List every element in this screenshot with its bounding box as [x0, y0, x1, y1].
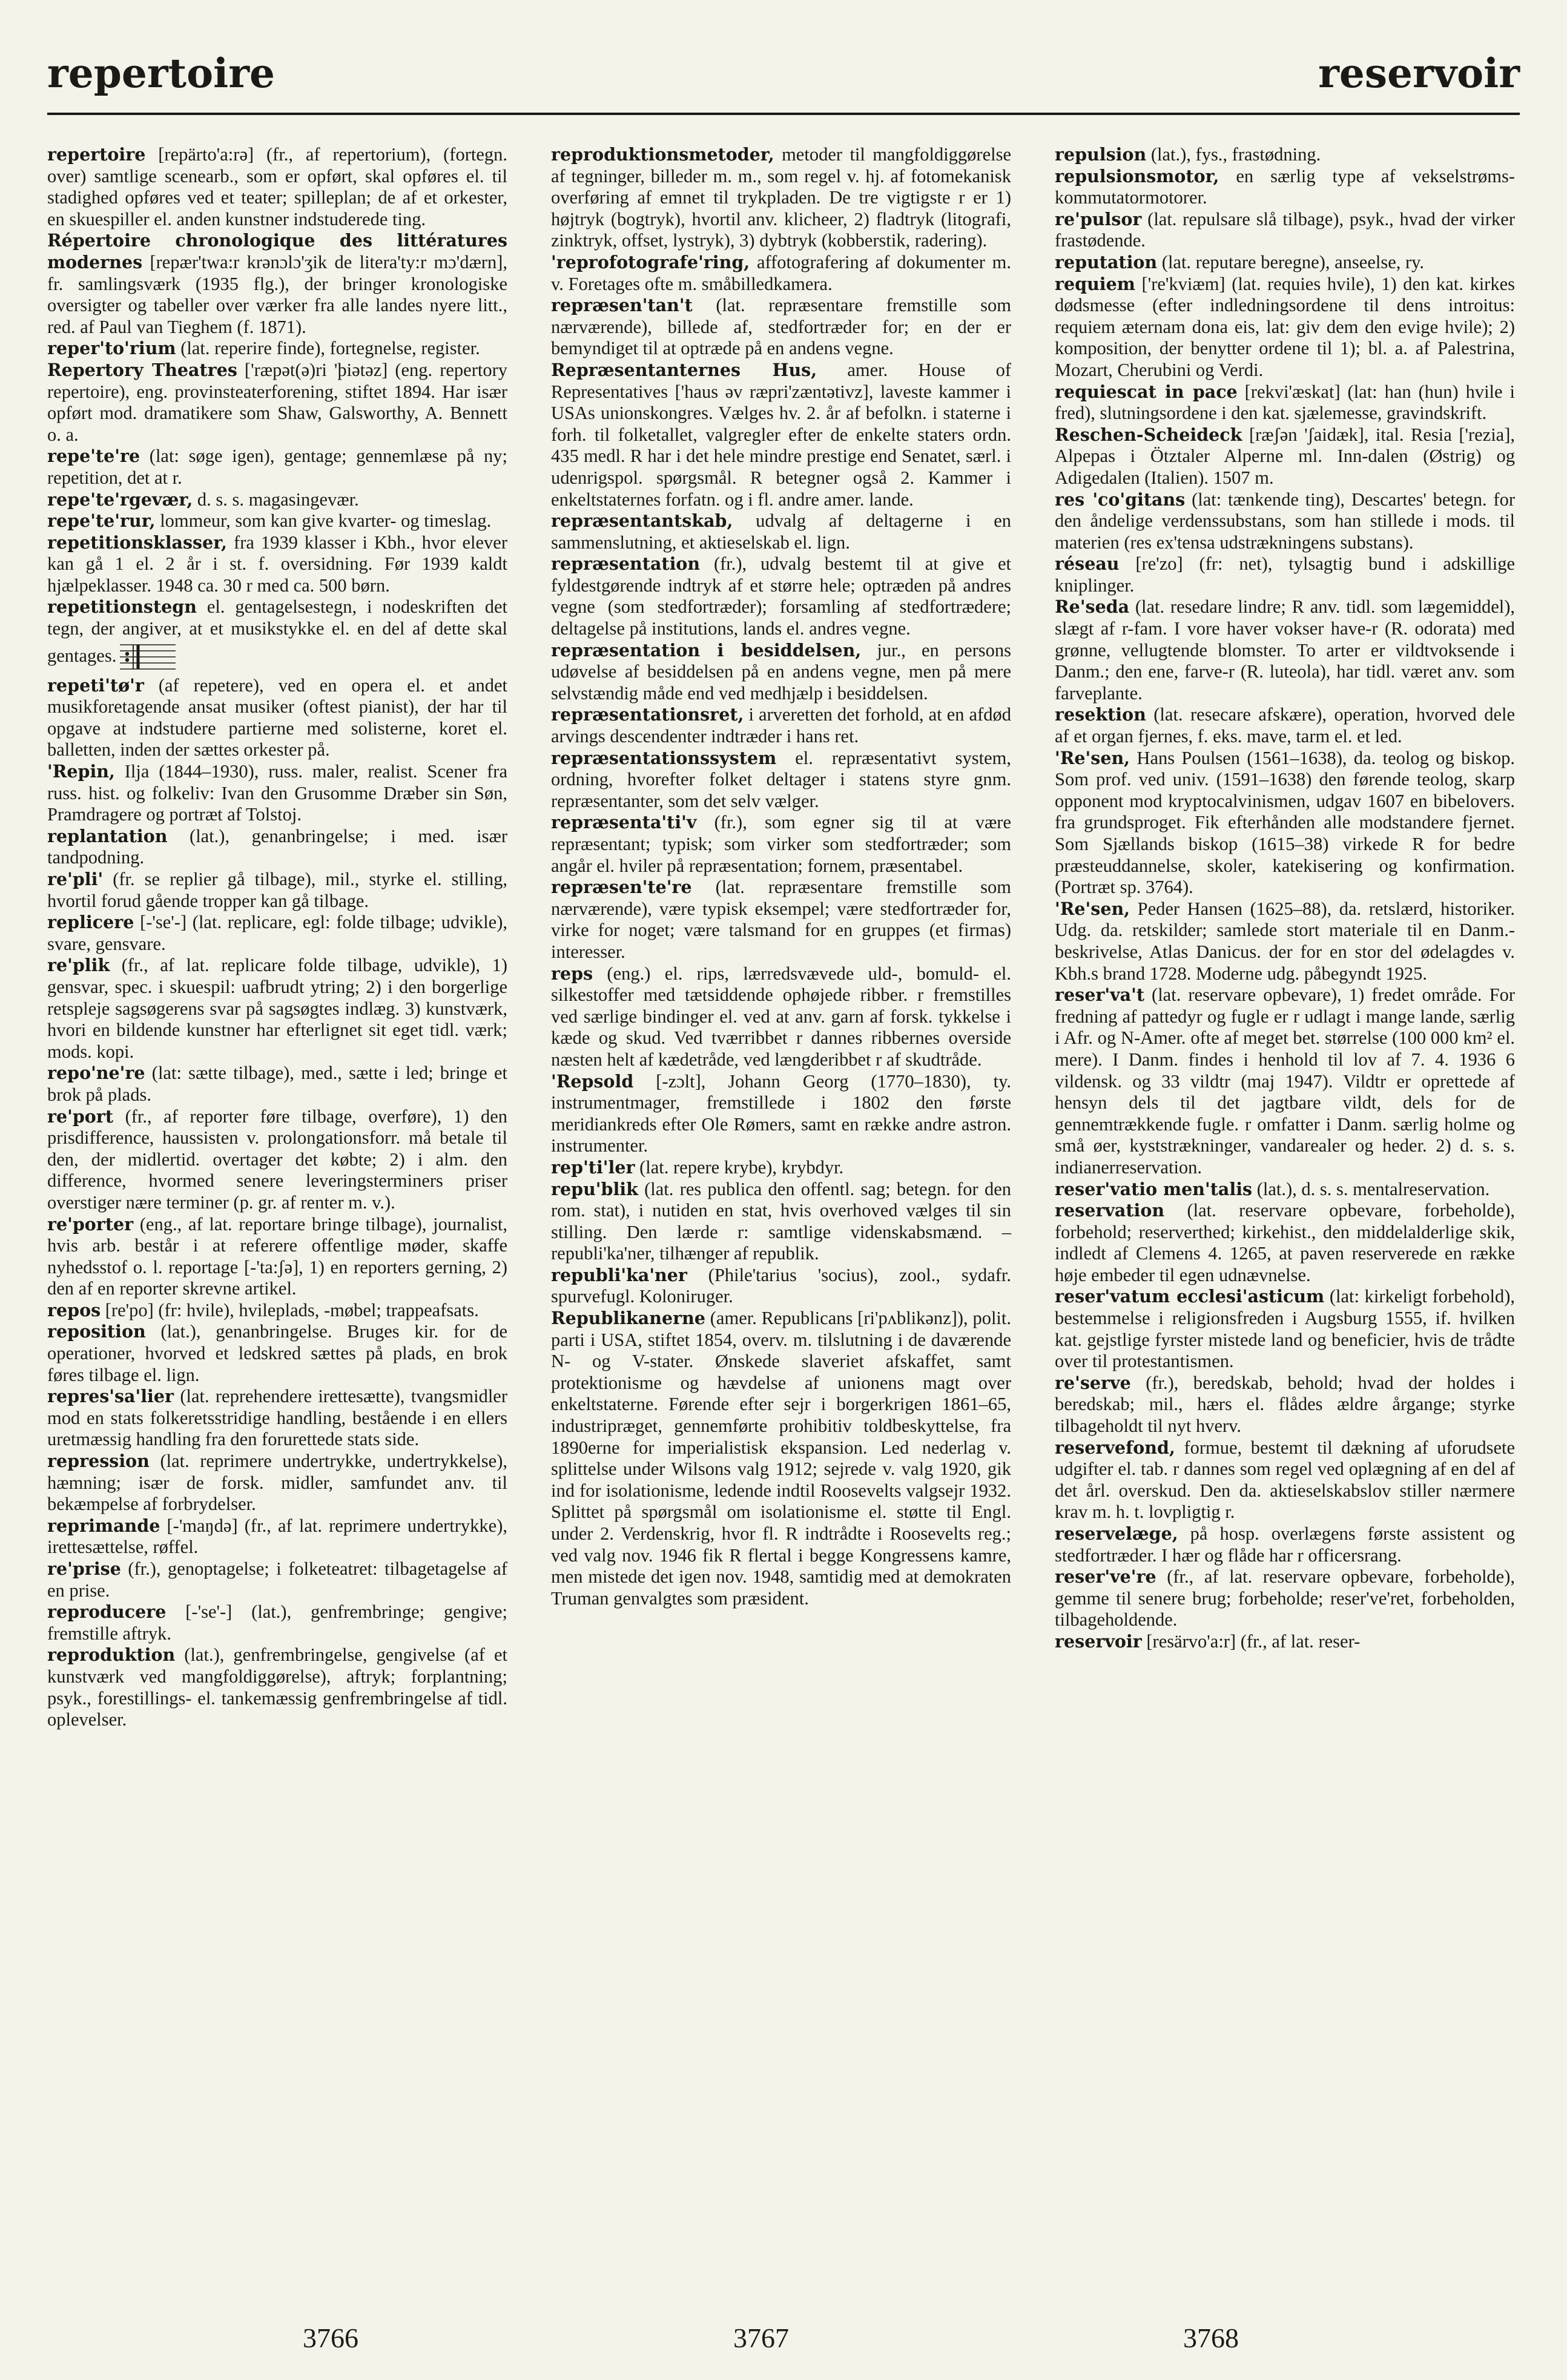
- entry-headword: repræsenta'ti'v: [551, 812, 697, 833]
- entry-text: (lat.), genanbringelse; i med. især tandpodning.: [47, 825, 507, 868]
- dictionary-entry: [47, 761, 507, 826]
- entry-text: ['ræpət(ə)ri 'þiətəz] (eng. repertory repertoire), eng. provinsteaterforening, stiftet 1894. Har især opført mod. dramatikere som Shaw, Galsworthy, A. Bennett o. a.: [47, 359, 507, 445]
- entry-text: (lat. reprimere undertrykke, undertrykkelse), hæmning; især de forsk. midler, samfundet anv. til bekæmpelse af forbrydelser.: [47, 1451, 507, 1515]
- entry-headword: 'Repin,: [47, 761, 115, 782]
- entry-text: lommeur, som kan give kvarter- og timeslag.: [155, 510, 492, 532]
- column-1: [47, 144, 507, 1731]
- dictionary-entry: [1055, 1200, 1515, 1286]
- entry-text: (fr., af lat. replicare folde tilbage, udvikle), 1) gensvar, spec. i skuespil: uafbrudt ytring; 2) i den borgerlige retspleje sagsøgerens svar på sagsøgtes indlæg. 3) kunstværk, hvori en bildende kunstner har efterlignet sit eget tidl. værk; mods. kopi.: [47, 955, 507, 1062]
- entry-headword: replantation: [47, 825, 168, 846]
- dictionary-entry: [551, 1308, 1011, 1609]
- dictionary-entry: [551, 1179, 1011, 1265]
- dictionary-entry: [1055, 424, 1515, 489]
- dictionary-entry: [1055, 1373, 1515, 1437]
- entry-headword: reser'vatum ecclesi'asticum: [1055, 1286, 1325, 1307]
- entry-headword: replicere: [47, 912, 134, 933]
- entry-text: (lat. reservare opbevare), 1) fredet område. For fredning af pattedyr og fugle er r udlagt i mange lande, særlig i Afr. og N-Amer. ofte af meget bet. størrelse (100 000 km² el. mere). I Danm. findes i henhold til lov af 7. 4. 1936 6 vildensk. og 33 vildtr (maj 1947). Vildtr er oprettede af hensyn dels til det jagtbare vildt, dels for de gennemtrækkende fugle. r omfatter i Danm. særlig holme og små øer, kyststrækninger, vandarealer og heder. 2) d. s. s. indianerreservation.: [1055, 984, 1515, 1178]
- dictionary-entry: [47, 1300, 507, 1322]
- entry-headword: Reschen-Scheideck: [1055, 424, 1242, 445]
- entry-text: udvalg af deltagerne i en sammenslutning, et aktieselskab el. lign.: [551, 510, 1011, 553]
- entry-headword: Repertory Theatres: [47, 359, 237, 380]
- dictionary-entry: [551, 704, 1011, 747]
- entry-text: (lat. reperire finde), fortegnelse, register.: [176, 338, 480, 359]
- dictionary-entry: [47, 1386, 507, 1451]
- dictionary-entry: [551, 963, 1011, 1071]
- entry-headword: repeti'tø'r: [47, 674, 144, 696]
- dictionary-entry: [47, 596, 507, 674]
- page-number-center: 3767: [733, 2322, 789, 2353]
- entry-text: (lat. resecare afskære), operation, hvorved dele af et organ fjernes, f. eks. mave, tarm el. et led.: [1055, 704, 1515, 747]
- entry-text: (lat.), fys., frastødning.: [1146, 144, 1321, 165]
- entry-text: amer. House of Representatives ['haus əv ræpri'zæntətivz], laveste kammer i USAs unionskongres. Vælges hv. 2. år af befolkn. i staterne i forh. til folketallet, valgregler efter de enkelte staters ordn. 435 medl. R har i det hele mindre prestige end Senatet, særl. i udenrigspol. spørgsmål. R betegner også 2. Kammer i enkeltstaternes forfatn. og i fl. andre amer. lande.: [551, 359, 1011, 510]
- dictionary-entry: [1055, 1437, 1515, 1523]
- entry-text: [re'po] (fr: hvile), hvileplads, -møbel; trappeafsats.: [101, 1299, 479, 1320]
- entry-text: (lat. repere krybe), krybdyr.: [635, 1156, 844, 1178]
- dictionary-entry: [47, 869, 507, 912]
- entry-headword: requiem: [1055, 273, 1135, 294]
- column-3: [1055, 144, 1515, 1653]
- entry-text: (eng., af lat. reportare bringe tilbage), journalist, hvis arb. består i at referere offentlige møder, skaffe nyhedsstof o. l. reportage [-'ta:ʃə], 1) en reporters gerning, 2) den af en reporter skrevne artikel.: [47, 1213, 507, 1299]
- dictionary-entry: [1055, 1523, 1515, 1566]
- entry-headword: repræsentation i besiddelsen,: [551, 639, 862, 661]
- entry-headword: 'Re'sen,: [1055, 747, 1130, 768]
- entry-text: el. repræsentativt system, ordning, hvorefter folket deltager i statens styre gnm. repræsentanter, som det selv vælger.: [551, 747, 1011, 811]
- entry-text: (lat: tænkende ting), Descartes' betegn. for den åndelige verdenssubstans, som han stillede i mods. til materien (res ex'tensa udstrækningens substans).: [1055, 489, 1515, 553]
- dictionary-entry: [1055, 489, 1515, 554]
- entry-headword: repræsentation: [551, 553, 701, 575]
- entry-headword: 'reprofotografe'ring,: [551, 251, 750, 272]
- dictionary-entry: [47, 1321, 507, 1386]
- entry-headword: repræsentationsret,: [551, 704, 744, 725]
- dictionary-entry: [47, 1558, 507, 1601]
- entry-text: (fr., af lat. reservare opbevare, forbeholde), gemme til senere brug; forbeholde; reser've'ret, forbeholden, tilbageholdende.: [1055, 1566, 1515, 1630]
- entry-headword: repræsentationssystem: [551, 747, 777, 768]
- dictionary-entry: [47, 489, 507, 511]
- dictionary-entry: [551, 748, 1011, 813]
- entry-text: (fr.), som egner sig til at være repræsentant; typisk; som virker som stedfortræder; som angår el. hviler på repræsentation; fornem, præsentabel.: [551, 812, 1011, 876]
- entry-headword: repræsen'te're: [551, 877, 692, 898]
- entry-text: (lat.), d. s. s. mentalreservation.: [1252, 1178, 1490, 1199]
- running-head-left: repertoire: [47, 50, 275, 97]
- dictionary-entry: [47, 1451, 507, 1515]
- entry-text: (lat. repulsare slå tilbage), psyk., hvad der virker frastødende.: [1055, 208, 1515, 251]
- entry-headword: repræsentantskab,: [551, 510, 733, 532]
- entry-text: (lat: søge igen), gentage; gennemlæse på ny; repetition, det at r.: [47, 446, 507, 488]
- entry-text: en særlig type af vekselstrøms-kommutatormotorer.: [1055, 165, 1515, 208]
- entry-headword: re'porter: [47, 1213, 134, 1235]
- dictionary-entry: [1055, 984, 1515, 1178]
- repeat-sign-figure: [120, 640, 176, 675]
- entry-headword: reprimande: [47, 1515, 160, 1536]
- dictionary-entry: [551, 1071, 1011, 1157]
- entry-headword: repetitionsklasser,: [47, 532, 228, 553]
- dictionary-entry: [47, 955, 507, 1063]
- dictionary-entry: [1055, 1179, 1515, 1201]
- dictionary-entry: [47, 1063, 507, 1106]
- entry-headword: re'plik: [47, 955, 110, 976]
- entry-text: (lat: kirkeligt forbehold), bestemmelse i religionsfreden i Augsburg 1555, if. hvilken kat. gejstlige fyrster mistede land og beneficier, hvis de trådte over til protestantismen.: [1055, 1286, 1515, 1372]
- entry-headword: requiescat in pace: [1055, 381, 1238, 402]
- entry-headword: reservelæge,: [1055, 1523, 1178, 1544]
- entry-text: metoder til mangfoldiggørelse af tegninger, billeder m. m., som regel v. hj. af fotomekanisk overføring af emnet til trykpladen. De tre vigtigste r er 1) højtryk (bogtryk), hvortil anv. klicheer, 2) fladtryk (litografi, zinktryk, offset, lystryk), 3) dybtryk (kobberstik, radering).: [551, 144, 1011, 251]
- entry-headword: reps: [551, 963, 593, 984]
- entry-text: [ræʃən 'ʃaidæk], ital. Resia ['rezia], Alpepas i Ötztaler Alperne ml. Inn-dalen (Østrig) og Adigedalen (Italien). 1507 m.: [1055, 424, 1515, 488]
- dictionary-entry: [551, 553, 1011, 639]
- entry-headword: repe'te're: [47, 446, 140, 467]
- entry-headword: repe'te'rgevær,: [47, 489, 193, 510]
- column-2: [551, 144, 1011, 1609]
- dictionary-entry: [1055, 166, 1515, 209]
- entry-text: [-'se'-] (lat.), genfrembringe; gengive; fremstille aftryk.: [47, 1601, 507, 1644]
- entry-text: (eng.) el. rips, lærredsvævede uld-, bomuld- el. silkestoffer med tætsiddende ophøjede ribber. r fremstilles ved særlige bindinger el. ved at anv. garn af forsk. tykkelse i kæde og skud. Ved tværribbet r dannes ribbernes overside næsten helt af kædetråde, ved længderibbet r af skudtråde.: [551, 963, 1011, 1070]
- entry-text: fra 1939 klasser i Kbh., hvor elever kan gå 1 el. 2 år i st. f. oversidning. Før 1939 kaldt hjælpeklasser. 1948 ca. 30 r med ca. 500 børn.: [47, 532, 507, 596]
- entry-headword: Republikanerne: [551, 1308, 705, 1329]
- entry-text: (lat. repræsentare fremstille som nærværende), være typisk eksempel; være stedfortræder for, virke for noget; være talsmand for en gruppes (et firmas) interesser.: [551, 877, 1011, 962]
- entry-headword: reser'vatio men'talis: [1055, 1178, 1253, 1199]
- running-head-right: reservoir: [1318, 50, 1520, 97]
- dictionary-entry: [47, 446, 507, 489]
- dictionary-entry: [551, 1265, 1011, 1308]
- dictionary-entry: [551, 1157, 1011, 1179]
- dictionary-entry: [1055, 596, 1515, 704]
- entry-headword: reser've're: [1055, 1566, 1156, 1587]
- entry-headword: reper'to'rium: [47, 338, 176, 359]
- dictionary-entry: [47, 230, 507, 338]
- dictionary-entry: [47, 1214, 507, 1300]
- entry-text: affotografering af dokumenter m. v. Foretages ofte m. småbilledkamera.: [551, 251, 1011, 294]
- dictionary-entry: [47, 1106, 507, 1214]
- entry-headword: reservation: [1055, 1200, 1165, 1221]
- entry-text: [rekvi'æskat] (lat: han (hun) hvile i fred), slutningsordene i den kat. sjælemesse, gravindskrift.: [1055, 381, 1515, 424]
- entry-text: (lat. resedare lindre; R anv. tidl. som lægemiddel), slægt af r-fam. I vore haver vokser have-r (R. odorata) med grønne, vellugtende blomster. To arter er vildtvoksende i Danm.; den ene, farve-r (R. luteola), har tidl. været anv. som farveplante.: [1055, 596, 1515, 704]
- entry-text: formue, bestemt til dækning af uforudsete udgifter el. tab. r dannes som regel ved oplægning af en del af det årl. overskud. Den da. aktieselskabslov stiller nærmere krav m. h. t. lovpligtig r.: [1055, 1437, 1515, 1523]
- dictionary-entry: [551, 812, 1011, 877]
- dictionary-entry: [1055, 553, 1515, 596]
- entry-headword: rep'ti'ler: [551, 1156, 635, 1178]
- entry-headword: reservefond,: [1055, 1437, 1175, 1458]
- entry-text: på hosp. overlægens første assistent og stedfortræder. I hær og flåde har r officersrang.: [1055, 1523, 1515, 1566]
- entry-text: d. s. s. magasingevær.: [193, 489, 359, 510]
- entry-headword: reservoir: [1055, 1630, 1142, 1652]
- entry-text: i arveretten det forhold, at en afdød arvings descendenter indtræder i hans ret.: [551, 704, 1011, 747]
- entry-headword: reproducere: [47, 1601, 167, 1623]
- dictionary-entry: [551, 295, 1011, 360]
- dictionary-entry: [1055, 252, 1515, 274]
- entry-headword: re'serve: [1055, 1372, 1131, 1393]
- entry-text: (fr.), genoptagelse; i folketeatret: tilbagetagelse af en prise.: [47, 1558, 507, 1601]
- dictionary-entry: [1055, 274, 1515, 381]
- entry-headword: repu'blik: [551, 1178, 638, 1199]
- entry-text: (fr. se replier gå tilbage), mil., styrke el. stilling, hvortil forud gående tropper kan gå tilbage.: [47, 869, 507, 911]
- entry-headword: resektion: [1055, 704, 1146, 725]
- entry-headword: reputation: [1055, 251, 1158, 272]
- entry-text: (fr.), udvalg bestemt til at give et fyldestgørende indtryk af et større hele; optræden på andres vegne (som stedfortræder); forsamling af stedfortrædere; deltagelse på institutions, lands el. andres vegne.: [551, 553, 1011, 639]
- dictionary-entry: [551, 510, 1011, 553]
- entry-headword: res 'co'gitans: [1055, 489, 1186, 510]
- entry-text: (lat. repræsentare fremstille som nærværende), billede af, stedfortræder for; en der er bemyndiget til at optræde på en andens vegne.: [551, 295, 1011, 359]
- dictionary-entry: [1055, 381, 1515, 424]
- dictionary-entry: [47, 1644, 507, 1730]
- entry-headword: repression: [47, 1451, 150, 1472]
- entry-headword: repulsion: [1055, 144, 1147, 165]
- dictionary-entry: [47, 360, 507, 446]
- entry-headword: réseau: [1055, 553, 1120, 575]
- entry-text: (lat. res publica den offentl. sag; betegn. for den rom. stat), i nutiden en stat, hvis overhoved vælges til sin stilling. Den lærde r: samtlige videnskabsmænd. – republi'ka'ner, tilhænger af republik.: [551, 1178, 1011, 1264]
- entry-text: (lat. reputare beregne), anseelse, ry.: [1157, 251, 1425, 272]
- entry-text: (Phile'tarius 'socius), zool., sydafr. spurvefugl. Koloniruger.: [551, 1264, 1011, 1307]
- entry-text: (lat. reservare opbevare, forbeholde), forbehold; reserverthed; kirkehist., den middelalderlige skik, indledt af Clemens 4. 1265, at paven reserverede en række høje embeder til egen udnævnelse.: [1055, 1200, 1515, 1285]
- dictionary-entry: [47, 826, 507, 869]
- dictionary-entry: [47, 510, 507, 532]
- entry-headword: re'pli': [47, 869, 104, 889]
- dictionary-entry: [1055, 748, 1515, 898]
- entry-headword: re'prise: [47, 1558, 121, 1579]
- dictionary-entry: [47, 144, 507, 230]
- entry-headword: repres'sa'lier: [47, 1386, 174, 1407]
- entry-headword: reposition: [47, 1321, 146, 1342]
- entry-headword: reproduktion: [47, 1644, 176, 1666]
- entry-headword: republi'ka'ner: [551, 1264, 687, 1285]
- dictionary-entry: [1055, 898, 1515, 984]
- entry-text: ['re'kviæm] (lat. requies hvile), 1) den kat. kirkes dødsmesse (efter indledningsordene til dens introitus: requiem æternam dona eis, lat: giv dem den evige hvile); 2) komposition, der benytter ordene til 1); bl. a. af Palestrina, Mozart, Cherubini og Verdi.: [1055, 273, 1515, 380]
- entry-headword: Répertoire chronologique des littératures modernes: [47, 230, 507, 272]
- entry-text: (af repetere), ved en opera el. et andet musikforetagende ansat musiker (oftest pianist), der har til opgave at indstudere partierne med solisterne, koret el. balletten, inden der sættes orkester på.: [47, 674, 507, 760]
- entry-text: Hans Poulsen (1561–1638), da. teolog og biskop. Som prof. ved univ. (1591–1638) den førende teolog, skarp opponent mod kryptocalvinismen, udgav 1607 en bibelovers. fra grundsproget. Fik efterhånden alle modstandere fjernet. Som Sjællands biskop (1615–38) virkede R for bedre præsteuddannelse, skoler, katekisering og konfirmation. (Portræt sp. 3764).: [1055, 747, 1515, 898]
- entry-text: [re'zo] (fr: net), tylsagtig bund i adskillige kniplinger.: [1055, 553, 1515, 596]
- dictionary-entry: [551, 252, 1011, 295]
- entry-text: [resärvo'a:r] (fr., af lat. reser-: [1141, 1630, 1361, 1652]
- dictionary-entry: [1055, 1286, 1515, 1372]
- dictionary-entry: [47, 1515, 507, 1558]
- dictionary-entry: [1055, 1566, 1515, 1631]
- entry-headword: 'Repsold: [551, 1070, 634, 1092]
- entry-text: [repärto'a:rə] (fr., af repertorium), (fortegn. over) samtlige scenearb., som er opført, skal opføres el. til stadighed opføres ved et teater; spilleplan; de af et orkester, en skuespiller el. anden kunstner indstuderede ting.: [47, 144, 507, 229]
- entry-text: el. gentagelsestegn, i nodeskriften det tegn, der angiver, at et musikstykke el. en del af dette skal gentages.: [47, 596, 507, 666]
- entry-text: (lat.), genanbringelse. Bruges kir. for de operationer, hvorved et ledskred sættes på plads, en brok føres tilbage el. lign.: [47, 1321, 507, 1385]
- dictionary-entry: [1055, 704, 1515, 747]
- dictionary-entry: [551, 144, 1011, 252]
- entry-headword: repetitionstegn: [47, 596, 197, 618]
- entry-text: [-zɔlt], Johann Georg (1770–1830), ty. instrumentmager, fremstillede i 1802 den første meridiankreds efter Ole Rømers, samt en række andre astron. instrumenter.: [551, 1070, 1011, 1156]
- dictionary-entry: [1055, 209, 1515, 252]
- page-number-left: 3766: [303, 2322, 358, 2353]
- entry-headword: repulsionsmotor,: [1055, 165, 1219, 186]
- dictionary-entry: [47, 338, 507, 360]
- entry-headword: repe'te'rur,: [47, 510, 156, 532]
- entry-text: jur., en persons udøvelse af besiddelsen på en andens vegne, men på mere selvstændig måde end ved medhjælp i besiddelsen.: [551, 639, 1012, 704]
- dictionary-entry: [47, 675, 507, 761]
- dictionary-entry: [47, 912, 507, 955]
- entry-text: (lat: sætte tilbage), med., sætte i led; bringe et brok på plads.: [47, 1063, 507, 1105]
- entry-headword: 'Re'sen,: [1055, 898, 1130, 919]
- dictionary-entry: [47, 532, 507, 597]
- entry-text: Peder Hansen (1625–88), da. retslærd, historiker. Udg. da. retskilder; samlede stort materiale til en Danm.-beskrivelse, Atlas Danicus. der for en stor del ødelagdes v. Kbh.s brand 1728. Moderne udg. påbegyndt 1925.: [1055, 898, 1515, 984]
- entry-text: [-'se'-] (lat. replicare, egl: folde tilbage; udvikle), svare, gensvare.: [47, 912, 507, 954]
- dictionary-entry: [47, 1601, 507, 1644]
- entry-text: (lat. reprehendere irettesætte), tvangsmidler mod en stats folkeretsstridige handling, bestående i en ellers uretmæssig handling fra den forurettede stats side.: [47, 1386, 507, 1450]
- page-number-right: 3768: [1183, 2322, 1239, 2353]
- entry-headword: repo'ne're: [47, 1063, 145, 1084]
- entry-headword: repræsen'tan't: [551, 295, 693, 316]
- entry-text: (lat.), genfrembringelse, gengivelse (af et kunstværk ved mangfoldiggørelse), aftryk; forplantning; psyk., forestillings- el. tankemæssig genfrembringelse af tidl. oplevelser.: [47, 1644, 507, 1730]
- entry-text: (fr.), beredskab, behold; hvad der holdes i beredskab; mil., hærs el. flådes ældre årgange; styrke tilbageholdt til nyt hverv.: [1055, 1372, 1515, 1437]
- entry-text: Ilja (1844–1930), russ. maler, realist. Scener fra russ. hist. og folkeliv: Ivan den Grusomme Dræber sin Søn, Pramdragere og portræt af Tolstoj.: [47, 761, 507, 825]
- entry-headword: Repræsentanternes Hus,: [551, 359, 817, 380]
- entry-headword: repos: [47, 1299, 101, 1320]
- dictionary-entry: [551, 877, 1011, 963]
- header-rule: [47, 113, 1520, 115]
- dictionary-entry: [551, 640, 1011, 705]
- entry-text: [-'maŋdə] (fr., af lat. reprimere undertrykke), irettesættelse, røffel.: [47, 1515, 507, 1558]
- dictionary-entry: [551, 360, 1011, 510]
- dictionary-entry: [1055, 1631, 1515, 1653]
- entry-headword: Re'seda: [1055, 596, 1130, 618]
- entry-text: (fr., af reporter føre tilbage, overføre), 1) den prisdifference, haussisten v. prolongationsforr. må betale til den, der midlertid. overtager det købte; 2) i alm. den difference, hvormed senere leveringsterminers priser overstiger nære terminer (p. gr. af renter m. v.).: [47, 1106, 507, 1213]
- entry-headword: re'port: [47, 1106, 113, 1127]
- entry-headword: re'pulsor: [1055, 208, 1142, 229]
- entry-headword: repertoire: [47, 144, 146, 165]
- entry-text: [repær'twa:r krənɔlɔ'ʒik de litera'ty:r mɔ'dærn], fr. samlingsværk (1935 flg.), der bringer kronologiske oversigter og tabeller over værker fra alle landes nyere litt., red. af Paul van Tieghem (f. 1871).: [47, 251, 507, 337]
- entry-text: (amer. Republicans [ri'pʌblikənz]), polit. parti i USA, stiftet 1854, overv. m. tilslutning i de daværende N- og V-stater. Ønskede slaveriet afskaffet, samt protektionisme og hævdelse af unionens magt over enkeltstaterne. Førende efter sejr i borgerkrigen 1861–65, industripræget, gennemførte prohibitiv toldbeskyttelse, fra 1890erne for imperialistisk ekspansion. Led nederlag v. splittelse under Wilsons valg 1912; sejrede v. valg 1920, gik ind for isolationisme, ledende indtil Roosevelts valgsejr 1932. Splittet på spørgsmål om isolationisme el. støtte til Engl. under 2. Verdenskrig, hvor fl. R indtrådte i Roosevelts reg.; ved valg nov. 1946 fik R flertal i begge Kongressens kamre, men mistede det igen nov. 1948, samtidig med at demokraten Truman genvalgtes som præsident.: [551, 1308, 1011, 1609]
- dictionary-entry: [1055, 144, 1515, 166]
- entry-headword: reproduktionsmetoder,: [551, 144, 774, 165]
- entry-headword: reser'va't: [1055, 984, 1144, 1006]
